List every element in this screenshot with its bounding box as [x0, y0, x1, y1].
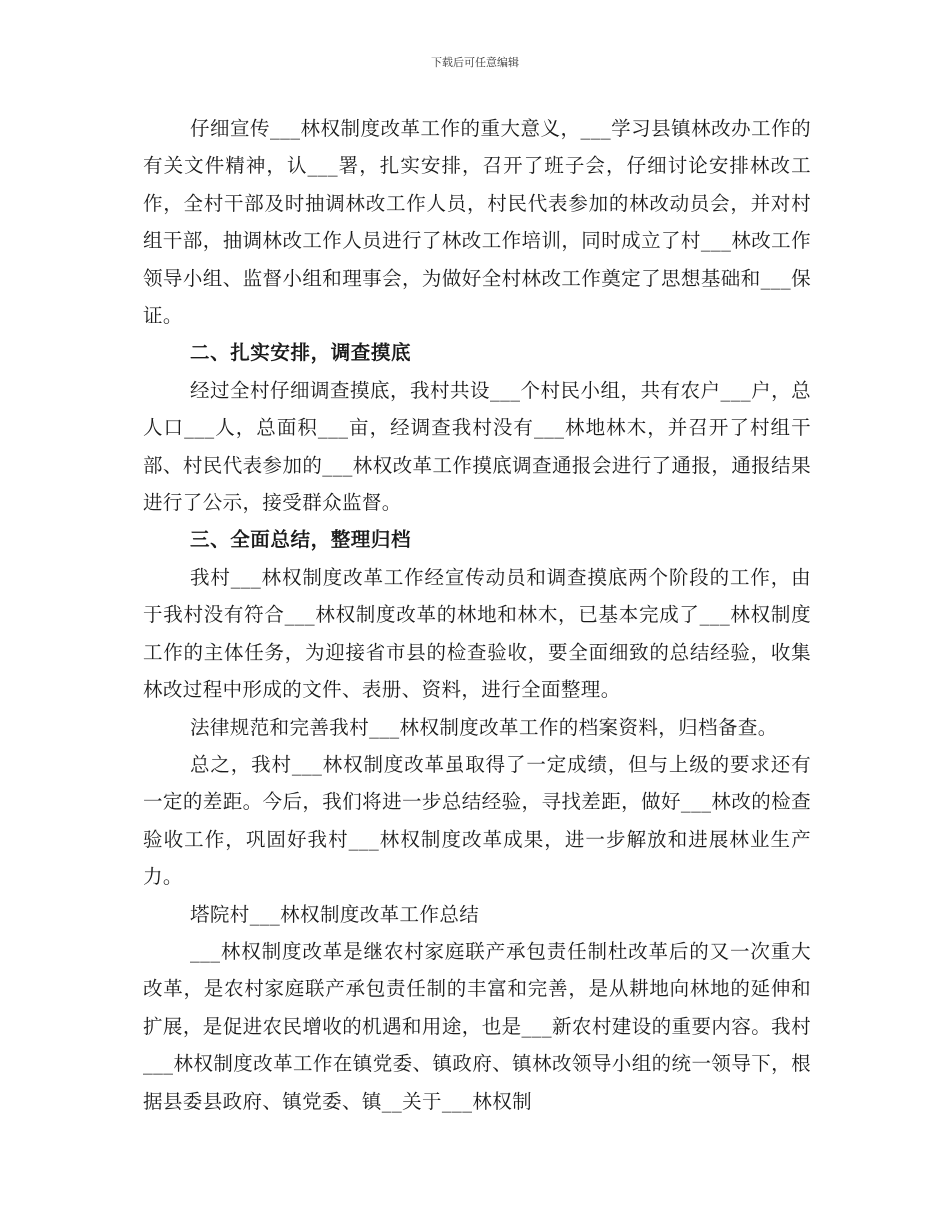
document-subtitle: 塔院村___林权制度改革工作总结: [190, 902, 480, 926]
page-header: 下载后可任意编辑: [431, 56, 519, 69]
paragraph-publicity: 仔细宣传___林权制度改革工作的重大意义，___学习县镇林改办工作的有关文件精神，认___署，扎实安排，召开了班子会，仔细讨论安排林改工作，全村干部及时抽调林改工作人员，村民代表参加的林改动员会，并对村组干部，抽调林改工作人员进行了林改工作培训，同时成立了村___林改工作领导小组、监督小组和理事会，为做好全村林改工作奠定了思想基础和___保证。: [143, 117, 811, 328]
section-heading-3: 三、全面总结，整理归档: [190, 528, 412, 552]
paragraph-reform-intro: ___林权制度改革是继农村家庭联产承包责任制杜改革后的又一次重大改革，是农村家庭联产承包责任制的丰富和完善，是从耕地向林地的延伸和扩展，是促进农民增收的机遇和用途，也是___新农村建设的重要内容。我村___林权制度改革工作在镇党委、镇政府、镇林改领导小组的统一领导下，根据县委县政府、镇党委、镇__关于___林权制: [143, 939, 811, 1113]
paragraph-summary: 我村___林权制度改革工作经宣传动员和调查摸底两个阶段的工作，由于我村没有符合___林权制度改革的林地和林木，已基本完成了___林权制度工作的主体任务，为迎接省市县的检查验收，要全面细致的总结经验，收集林改过程中形成的文件、表册、资料，进行全面整理。: [143, 565, 811, 702]
paragraph-survey: 经过全村仔细调查摸底，我村共设___个村民小组，共有农户___户，总人口___人，总面积___亩，经调查我村没有___林地林木，并召开了村组干部、村民代表参加的___林权改革工作摸底调查通报会进行了通报，通报结果进行了公示，接受群众监督。: [143, 378, 811, 515]
paragraph-archive: 法律规范和完善我村___林权制度改革工作的档案资料，归档备查。: [190, 715, 778, 739]
document-body: [143, 110, 811, 1120]
section-heading-2: 二、扎实安排，调查摸底: [190, 341, 412, 365]
paragraph-conclusion: 总之，我村___林权制度改革虽取得了一定成绩，但与上级的要求还有一定的差距。今后，我们将进一步总结经验，寻找差距，做好___林改的检查验收工作，巩固好我村___林权制度改革成果，进一步解放和进展林业生产力。: [143, 752, 811, 889]
